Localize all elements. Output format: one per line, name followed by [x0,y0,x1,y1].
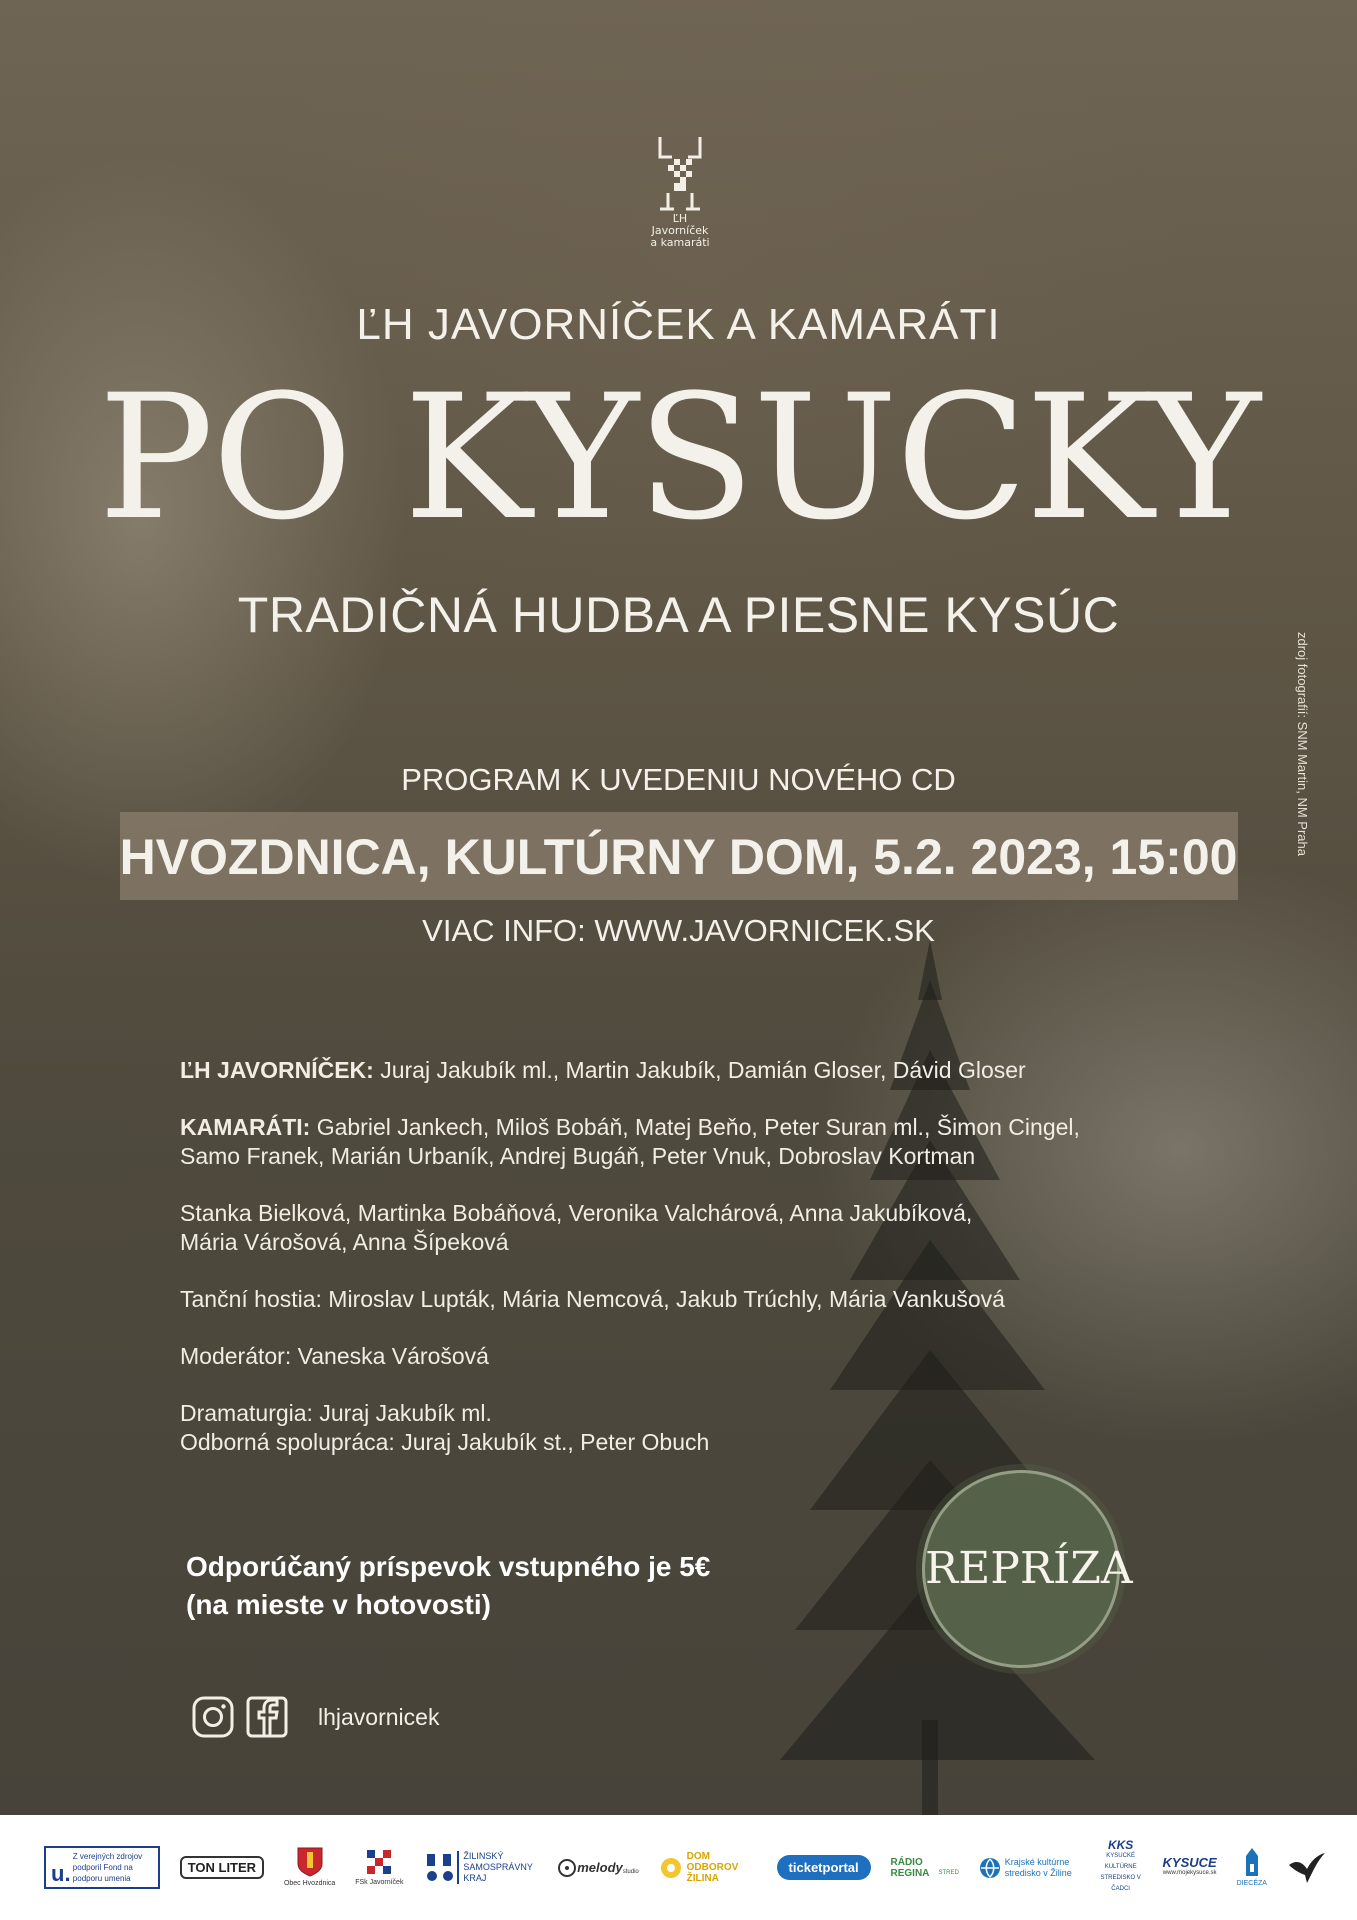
credits-kamarati [180,1113,1160,1171]
credits-dramaturgy-cooperation [180,1399,1160,1457]
photo-credit [1292,632,1312,902]
obec-label: Obec Hvozdnica [283,1880,336,1887]
radio-sub: STRED [938,1869,959,1876]
sponsor-strip [0,1815,1357,1920]
credits-kamarati-line1: Gabriel Jankech, Miloš Bobáň, Matej Beňo, Peter Suran ml., Šimon Cingel, [310,1114,1080,1140]
dieceza-label: DIECÉZA [1236,1880,1267,1887]
credits-block [180,1056,1160,1485]
melody-label: melody [577,1860,623,1875]
mojekysuce-label: KYSUCE [1162,1854,1217,1870]
instagram-icon[interactable] [192,1696,234,1738]
event-venue-date: HVOZDNICA, KULTÚRNY DOM, 5.2. 2023, 15:00 [119,829,1238,885]
sponsor-fsk[interactable] [355,1847,403,1888]
ensemble-logo [638,133,722,249]
church-icon [1238,1846,1266,1878]
mojekysuce-url: www.mojekysuce.sk [1162,1869,1217,1876]
sponsor-fpu[interactable] [44,1846,160,1889]
page-title: PO KYSUCKY [98,357,1259,558]
kks-globe-icon [979,1857,1001,1879]
fpu-text: Z verejných zdrojov podporil Fond na podporu umenia [72,1852,143,1883]
credits-javornicek-label: ĽH JAVORNÍČEK: [180,1057,374,1083]
sponsor-dieceza[interactable] [1237,1846,1267,1889]
logo-line-1: ĽH [672,212,688,225]
credits-javornicek [180,1056,1160,1085]
kks-label: Krajské kultúrne stredisko v Žiline [1004,1856,1072,1878]
bird-icon [1287,1851,1327,1885]
info-link[interactable]: VIAC INFO: WWW.JAVORNICEK.SK [422,913,935,948]
kysucke-label: KYSUCKÉ KULTÚRNE STREDISKO V ČADCI [1100,1853,1141,1892]
fpu-mark: u. [51,1861,71,1886]
sponsor-bird[interactable] [1287,1851,1327,1885]
kysucke-mark-icon: KKS [1107,1838,1134,1852]
credits-cooperation: Odborná spolupráca: Juraj Jakubík st., Peter Obuch [180,1429,710,1455]
credits-singers-line1: Stanka Bielková, Martinka Bobáňová, Veronika Valchárová, Anna Jakubíková, [180,1200,973,1226]
sponsor-obec[interactable] [284,1846,335,1889]
sponsor-melody[interactable] [557,1858,639,1878]
ensemble-name: ĽH JAVORNÍČEK A KAMARÁTI [356,300,1001,349]
facebook-icon[interactable] [246,1696,288,1738]
photo-credit-text: zdroj fotografií: SNM Martin, NM Praha [1295,632,1310,856]
melody-disc-icon [557,1858,577,1878]
credits-kamarati-line2: Samo Franek, Marián Urbaník, Andrej Bugáň, Peter Vnuk, Dobroslav Kortman [180,1143,976,1169]
fsk-ornament-icon [364,1847,394,1877]
credits-javornicek-names: Juraj Jakubík ml., Martin Jakubík, Damián Gloser, Dávid Gloser [373,1057,1026,1083]
zsk-crest-icon [423,1850,457,1886]
sponsor-dom-odborov[interactable] [659,1851,757,1884]
fpu-logo [44,1846,160,1889]
ticketportal-label: ticketportal [777,1855,871,1880]
sponsor-ticketportal[interactable] [777,1855,871,1880]
admission-line-2: (na mieste v hotovosti) [186,1589,491,1620]
credits-moderator: Moderátor: Vaneska Várošová [180,1343,489,1369]
ornament-icon [652,133,708,213]
credits-dramaturgy: Dramaturgia: Juraj Jakubík ml. [180,1400,492,1426]
credits-dancers: Tanční hostia: Miroslav Lupták, Mária Nemcová, Jakub Trúchly, Mária Vankušová [180,1286,1005,1312]
dom-odborov-icon [659,1856,683,1880]
melody-sub: studio [622,1868,639,1875]
social-links [192,1695,439,1739]
sponsor-radio-regina[interactable] [891,1857,959,1879]
admission-line-1: Odporúčaný príspevok vstupného je 5€ [186,1551,711,1582]
social-handle[interactable]: lhjavornicek [318,1703,440,1730]
logo-line-2: Javorníček [651,224,709,237]
sponsor-tonliter[interactable] [180,1856,264,1879]
credits-kamarati-label: KAMARÁTI: [180,1114,311,1140]
admission-note [186,1548,710,1624]
fsk-label: FSk Javorníček [355,1879,404,1886]
zsk-label: ŽILINSKÝ SAMOSPRÁVNY KRAJ [457,1851,537,1884]
credits-singers [180,1199,1160,1257]
repriza-badge: REPRÍZA [922,1470,1120,1668]
program-line: PROGRAM K UVEDENIU NOVÉHO CD [401,762,956,797]
page-subtitle: TRADIČNÁ HUDBA A PIESNE KYSÚC [237,587,1120,643]
dom-odborov-label: DOM ODBOROV ŽILINA [686,1851,739,1884]
logo-line-3: a kamaráti [650,236,710,249]
tonliter-logo: TON LITER [180,1856,264,1879]
credits-singers-line2: Mária Várošová, Anna Šípeková [180,1229,509,1255]
sponsor-mojekysuce[interactable] [1162,1854,1217,1879]
sponsor-kysucke-ks[interactable] [1099,1840,1143,1895]
sponsor-zsk[interactable] [423,1850,537,1886]
radio-label: RÁDIO REGINA [890,1856,930,1879]
sponsor-kks-zilina[interactable] [979,1857,1079,1879]
coat-of-arms-icon [296,1846,324,1878]
